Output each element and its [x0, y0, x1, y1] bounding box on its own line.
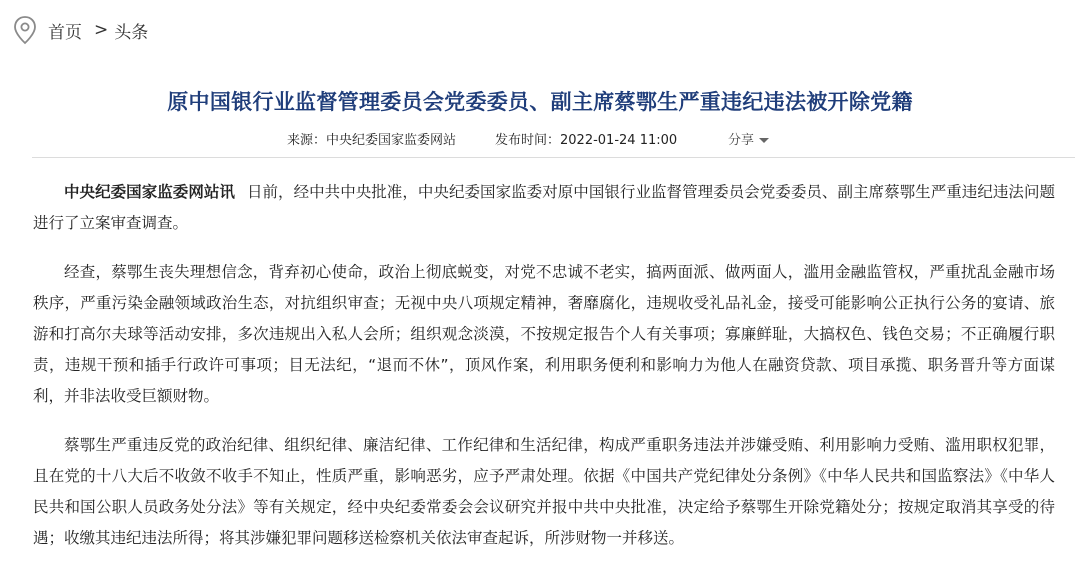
paragraph-2: 经查，蔡鄂生丧失理想信念，背弃初心使命，政治上彻底蜕变，对党不忠诚不老实，搞两面派、做两面人，滥用金融监管权，严重扰乱金融市场秩序，严重污染金融领域政治生态，对抗组织审查；无视中央八项规定精神，奢靡腐化，违规收受礼品礼金，接受可能影响公正执行公务的宴请、旅游和打高尔夫球等活动安排，多次违规出入私人会所；组织观念淡漠，不按规定报告个人有关事项；寡廉鲜耻，大搞权色、钱色交易；不正确履行职责，违规干预和插手行政许可事项；目无法纪，“退而不休”，顶风作案，利用职务便利和影响力为他人在融资贷款、项目承揽、职务晋升等方面谋利，并非法收受巨额财物。 [33, 263, 1055, 405]
caret-down-icon [759, 138, 769, 143]
share-button[interactable] [728, 129, 769, 148]
paragraph-3: 蔡鄂生严重违反党的政治纪律、组织纪律、廉洁纪律、工作纪律和生活纪律，构成严重职务违法并涉嫌受贿、利用影响力受贿、滥用职权犯罪，且在党的十八大后不收敛不收手不知止，性质严重，影响恶劣，应予严肃处理。依据《中国共产党纪律处分条例》《中华人民共和国监察法》《中华人民共和国公职人员政务处分法》等有关规定，经中央纪委常委会会议研究并报中共中央批准，决定给予蔡鄂生开除党籍处分；按规定取消其享受的待遇；收缴其违纪违法所得；将其涉嫌犯罪问题移送检察机关依法审查起诉，所涉财物一并移送。 [33, 436, 1055, 547]
article-meta [0, 129, 1080, 149]
breadcrumb-current[interactable]: 头条 [114, 22, 149, 43]
time-value: 2022-01-24 11:00 [560, 133, 678, 148]
share-label: 分享 [728, 133, 755, 148]
divider [32, 157, 1075, 158]
article-publish-time [495, 129, 677, 148]
location-pin-icon [12, 15, 38, 45]
article-title: 原中国银行业监督管理委员会党委委员、副主席蔡鄂生严重违纪违法被开除党籍 [167, 89, 913, 115]
source-value: 中央纪委国家监委网站 [326, 133, 457, 148]
breadcrumb [12, 14, 148, 46]
article-body [33, 177, 1055, 572]
paragraph [33, 177, 1055, 239]
lead-text: 中央纪委国家监委网站讯 [64, 183, 235, 201]
paragraph-1-text: 日前，经中共中央批准，中央纪委国家监委对原中国银行业监督管理委员会党委委员、副主席蔡鄂生严重违纪违法问题进行了立案审查调查。 [33, 183, 1055, 232]
time-label: 发布时间： [495, 133, 561, 148]
article-source [287, 129, 456, 148]
source-label: 来源： [287, 133, 327, 148]
breadcrumb-separator: > [94, 20, 109, 40]
breadcrumb-home-link[interactable]: 首页 [48, 22, 82, 43]
